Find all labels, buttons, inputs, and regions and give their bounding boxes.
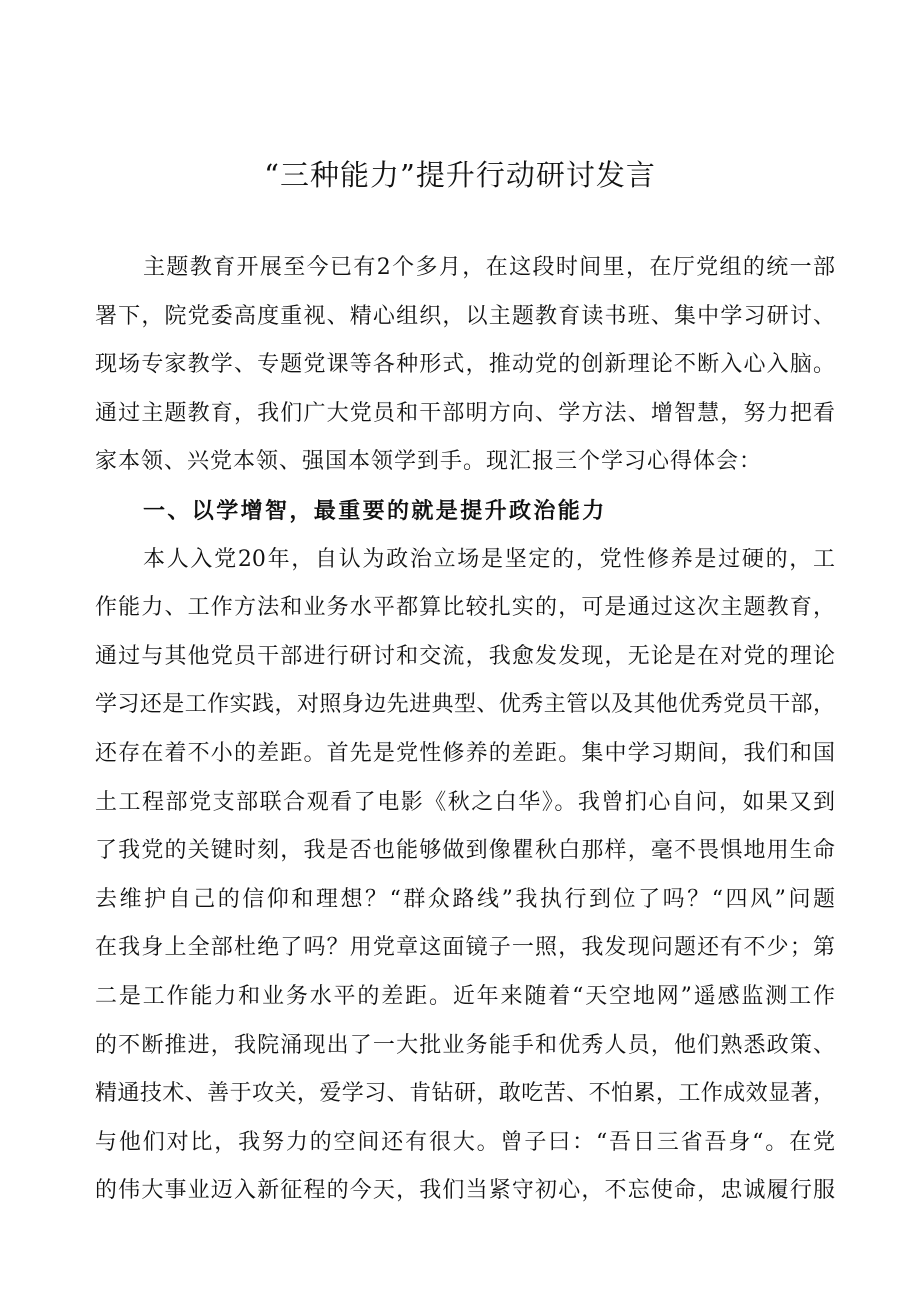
- paragraph-line: 二是工作能力和业务水平的差距。近年来随着“天空地网”遥感监测工作: [95, 983, 835, 1009]
- paragraph-line: 通过与其他党员干部进行研讨和交流，我愈发发现，无论是在对党的理论: [95, 643, 835, 669]
- paragraph-line: 在我身上全部杜绝了吗？用党章这面镜子一照，我发现问题还有不少；第: [95, 935, 835, 961]
- paragraph-line: 主题教育开展至今已有2个多月，在这段时间里，在厅党组的统一部: [143, 255, 835, 280]
- paragraph-line: 土工程部党支部联合观看了电影《秋之白华》。我曾扪心自问，如果又到: [95, 789, 835, 815]
- paragraph-line: 通过主题教育，我们广大党员和干部明方向、学方法、增智慧，努力把看: [95, 400, 835, 426]
- paragraph-line: 去维护自己的信仰和理想？“群众路线”我执行到位了吗？“四风”问题: [95, 886, 835, 912]
- paragraph-line: 家本领、兴党本领、强国本领学到手。现汇报三个学习心得体会：: [95, 449, 763, 475]
- paragraph-line: 的不断推进，我院涌现出了一大批业务能手和优秀人员，他们熟悉政策、: [95, 1032, 835, 1058]
- document-title: “三种能力”提升行动研讨发言: [264, 158, 656, 192]
- paragraph-line: 与他们对比，我努力的空间还有很大。曾子曰：“吾日三省吾身“。在党: [95, 1129, 835, 1155]
- section-heading: 一、以学增智，最重要的就是提升政治能力: [143, 497, 607, 524]
- paragraph-line: 的伟大事业迈入新征程的今天，我们当紧守初心，不忘使命，忠诚履行服: [95, 1178, 835, 1204]
- document-body: [95, 244, 835, 1216]
- paragraph-line: 作能力、工作方法和业务水平都算比较扎实的，可是通过这次主题教育，: [95, 595, 835, 621]
- paragraph-line: 还存在着不小的差距。首先是党性修养的差距。集中学习期间，我们和国: [95, 740, 835, 766]
- paragraph-line: 了我党的关键时刻，我是否也能够做到像瞿秋白那样，毫不畏惧地用生命: [95, 838, 835, 864]
- section-1-paragraph: [95, 536, 835, 1216]
- intro-paragraph: [95, 244, 835, 487]
- paragraph-line: 署下，院党委高度重视、精心组织，以主题教育读书班、集中学习研讨、: [95, 303, 835, 329]
- paragraph-line: 现场专家教学、专题党课等各种形式，推动党的创新理论不断入心入脑。: [95, 352, 835, 378]
- paragraph-line: 精通技术、善于攻关，爱学习、肯钻研，敢吃苦、不怕累，工作成效显著，: [95, 1081, 835, 1107]
- paragraph-line: 本人入党20年，自认为政治立场是坚定的，党性修养是过硬的，工: [143, 546, 835, 572]
- paragraph-line: 学习还是工作实践，对照身边先进典型、优秀主管以及其他优秀党员干部，: [95, 692, 835, 718]
